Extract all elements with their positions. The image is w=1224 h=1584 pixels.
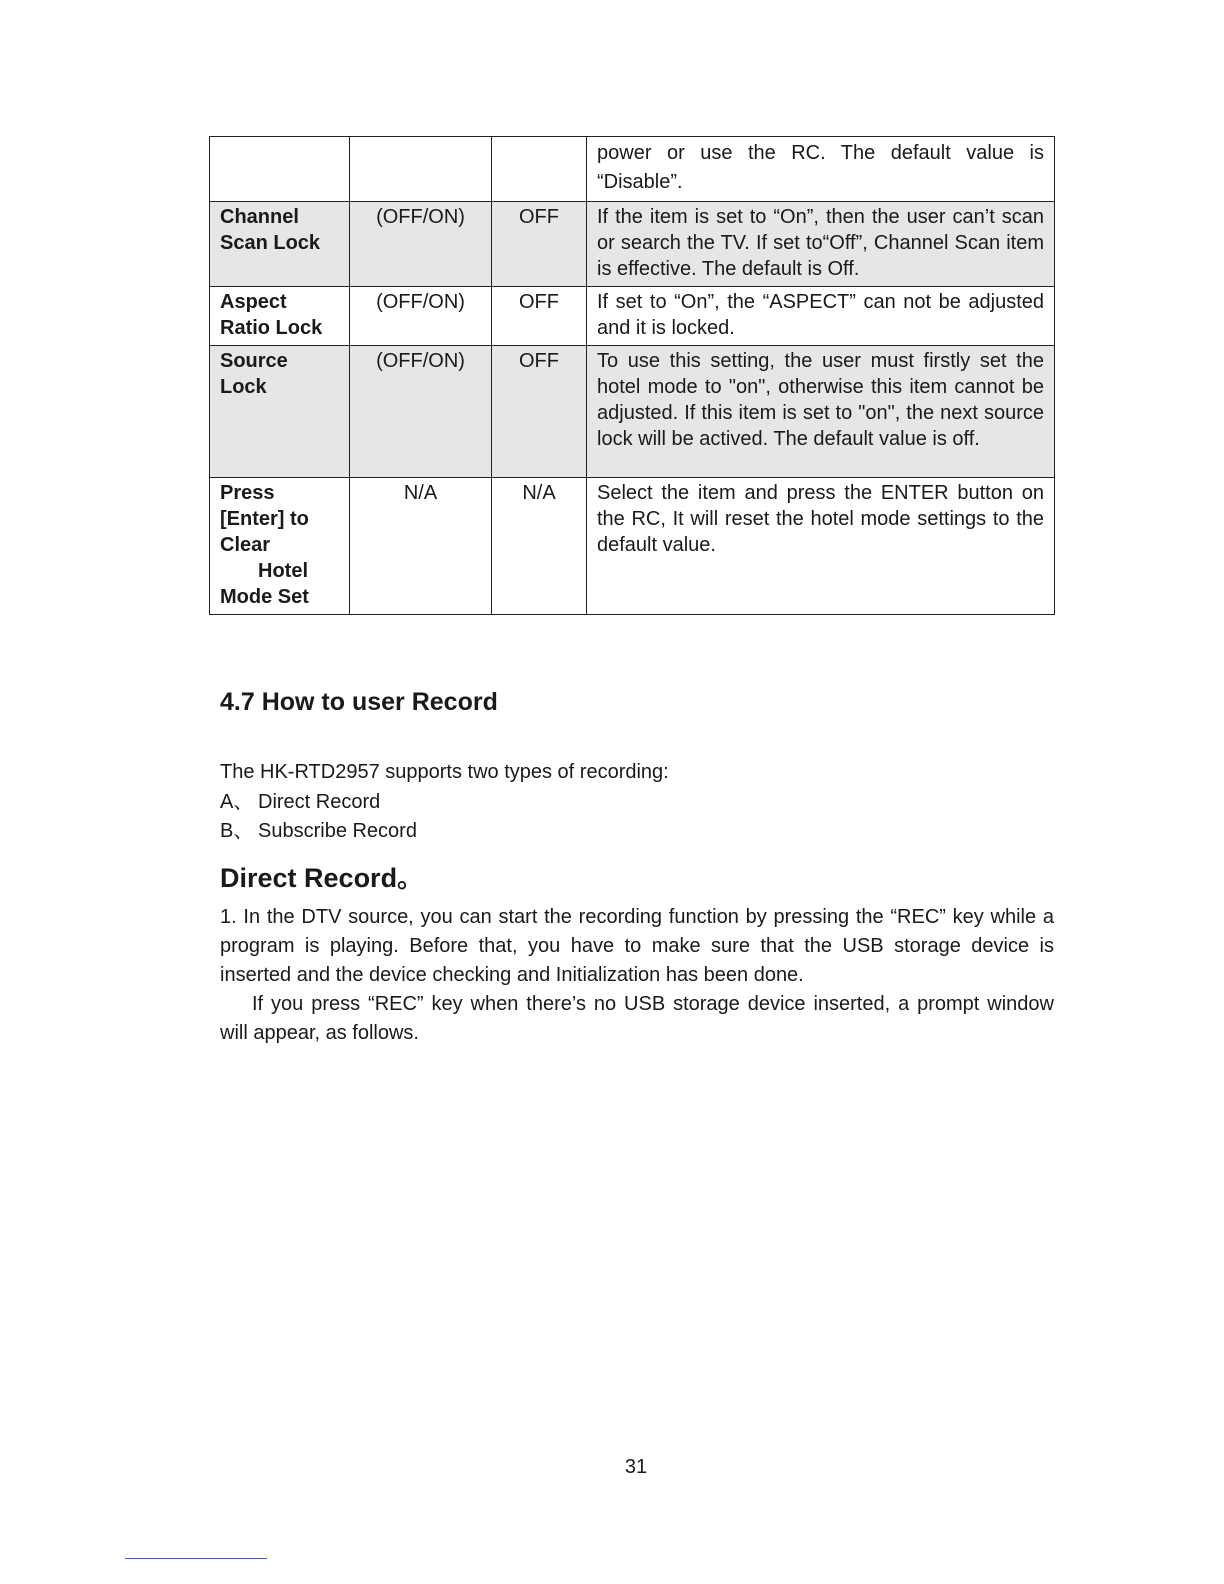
paragraph: If you press “REC” key when there’s no USB storage device inserted, a prompt window will appear, as follows. (220, 993, 1054, 1044)
setting-description: power or use the RC. The default value is “Disable”. (587, 137, 1055, 202)
footer-rule (125, 1558, 267, 1559)
setting-name-line: Lock (220, 376, 267, 398)
setting-name-line: Channel (220, 206, 299, 228)
setting-name-line: Aspect (220, 291, 287, 313)
table-row (210, 346, 1055, 478)
setting-name-line: Mode Set (220, 586, 309, 608)
setting-name-cell (210, 137, 350, 202)
setting-name-cell (210, 287, 350, 346)
setting-name-cell (210, 346, 350, 478)
setting-options-cell (350, 137, 492, 202)
setting-description: To use this setting, the user must firstly set the hotel mode to "on", otherwise this item cannot be adjusted. If this item is set to "on", the next source lock will be actived. The default value is off. (587, 346, 1055, 478)
setting-options: (OFF/ON) (350, 346, 492, 478)
table-row (210, 478, 1055, 615)
setting-default: N/A (492, 478, 587, 615)
page-number: 31 (624, 1456, 648, 1478)
setting-name-line: Source (220, 350, 288, 372)
setting-default-cell (492, 137, 587, 202)
setting-default: OFF (492, 346, 587, 478)
setting-default: OFF (492, 202, 587, 287)
list-item (220, 817, 417, 846)
setting-options: (OFF/ON) (350, 287, 492, 346)
setting-name-line: Press (220, 482, 275, 504)
setting-name-line: Ratio Lock (220, 317, 323, 339)
list-marker: A、 (220, 791, 254, 813)
setting-name-line: Hotel (258, 560, 308, 582)
list-marker: B、 (220, 820, 254, 842)
paragraph: 1. In the DTV source, you can start the recording function by pressing the “REC” key while a program is playing. Before that, you have to make sure that the USB storage device is inserted and the device checking and Initialization has been done. (220, 906, 1054, 986)
table-row (210, 137, 1055, 202)
setting-name-line: Scan Lock (220, 232, 321, 254)
table-row (210, 202, 1055, 287)
subheading-direct-record: Direct Record。 (220, 863, 425, 893)
table-row (210, 287, 1055, 346)
list-item-label: Direct Record (258, 791, 381, 813)
setting-options: (OFF/ON) (350, 202, 492, 287)
setting-name-line: Clear (220, 534, 271, 556)
setting-name-line: [Enter] to (220, 508, 309, 530)
recording-types-list (220, 788, 417, 846)
list-item (220, 788, 417, 817)
setting-description: If the item is set to “On”, then the user can’t scan or search the TV. If set to“Off”, Channel Scan item is effective. The default is Off. (587, 202, 1055, 287)
setting-name-cell (210, 478, 350, 615)
setting-default: OFF (492, 287, 587, 346)
list-item-label: Subscribe Record (258, 820, 417, 842)
setting-description: Select the item and press the ENTER button on the RC, It will reset the hotel mode settings to the default value. (587, 478, 1055, 615)
setting-options: N/A (350, 478, 492, 615)
hotel-mode-settings-table (209, 136, 1055, 615)
intro-text: The HK-RTD2957 supports two types of recording: (220, 761, 669, 783)
setting-description: If set to “On”, the “ASPECT” can not be adjusted and it is locked. (587, 287, 1055, 346)
setting-name-cell (210, 202, 350, 287)
section-title: 4.7 How to user Record (220, 688, 498, 716)
